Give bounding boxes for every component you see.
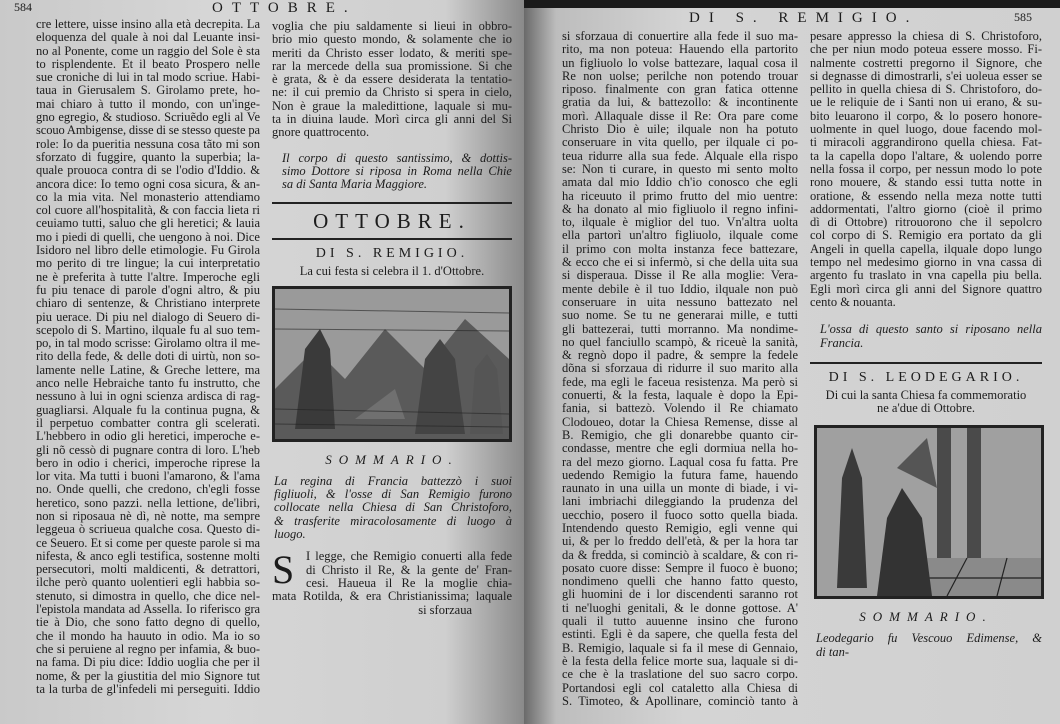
text-line: sforzato di fuggire, quanto la superbia; la- [36,149,260,164]
text-line: rito della fede, & delle doti di uirtù, non so- [36,349,260,364]
text-line: ne a'due di Ottobre. [876,401,976,416]
text-line: che per niun modo poteua essere mosso. Fi- [810,42,1042,57]
text-line: mente debile è il tuo Iddio, ilquale non può [562,281,798,296]
text-line: mai chiaro à tutto il mondo, con un'inge- [36,96,260,111]
text-line: amata dal mio Iddio ch'io conosco che egli [562,175,798,190]
divider [272,238,512,240]
text-line: role: Io da pueritia nessuna cosa tãto mi son [36,136,260,151]
text-line: rito, ma non poteua: Hauendo ella partorito [562,42,798,57]
text-line: B. Remigio, che gli donarebbe quanto cir- [562,427,798,442]
text-line: ilche però quanto uolentieri egli habbia so- [36,575,260,590]
divider [272,202,512,204]
text-line: Re non uolse; perilche non potendo trouar [562,68,798,83]
text-line: che il mondo ha hauuto in odio. Ma io so [36,628,260,643]
text-line: meriti da Christo esser lodato, & meriti spe- [272,45,512,60]
text-line: ta la capella dopo l'altare, & uolendo porre [810,148,1042,163]
text-line: gratia da lui, & battezollo: & incontinente [562,95,798,110]
summary-title: SOMMARIO. [325,451,459,467]
text-block [272,20,512,140]
text-line: no quel fanciullo scampò, & riceuè la sanità, [562,334,798,349]
left-column-1 [36,18,260,696]
page-number: 585 [1014,10,1032,24]
text-line: piu uerace. Di piu nel dialogo di Seuero di- [36,309,260,324]
text-line: posato cuore disse: Sempre il fuoco è buono; [562,560,798,575]
text-line: conseruare in vita quello, per ilquale ci po- [562,135,798,150]
text-line: nella fossa il corpo, per nessun modo lo pote [810,161,1042,176]
text-line: gno egregio, & studioso. Scriuẽdo egli al Ve [36,110,260,125]
text-line: ti miracoli aggrandirono quella chiesa. Fat- [810,135,1042,150]
text-line: ne: il cui premio da Christo si spera in cielo, [272,85,512,100]
text-line: na fama. Di piu dice: Iddio uoglia che per il [36,655,260,670]
text-line: bito leuarono il corpo, & lo posero honore- [810,108,1042,123]
text-line: nessuno à lui in ogni scienza ardisca di rag- [36,389,260,404]
text-line: argento fu traslato in vna capella piu bella. [810,268,1042,283]
text-line: L'hebbero in odio gli heretici, imperoche e- [36,429,260,444]
page-number: 584 [14,0,32,14]
text-line: raunato in una uilla un monte di biade, i vi- [562,481,798,496]
running-head: OTTOBRE. [212,0,357,16]
text-line: simo Dottore si riposa in Roma nella Chie [282,163,512,178]
drop-cap: S [272,547,295,593]
text-line: & ha donato al mio figliuolo il regno infini- [562,201,798,216]
text-line: ancora dice: Io temo ogni cosa sicura, & an- [36,176,260,191]
right-column-1 [562,30,798,708]
text-line: no. Onde quelli, che credono, ch'egli fosse [36,482,260,497]
left-page [0,0,524,724]
text-line: sa di Santa Maria Maggiore. [282,177,428,192]
divider [810,362,1042,364]
woodcut-image [817,428,1041,596]
text-line: La regina di Francia battezzò i suoi [274,473,512,488]
text-line: to risplendente. Et il beato Prospero nelle [36,56,260,71]
feast-line: La cui festa si celebra il 1. d'Ottobre. [299,263,485,278]
feast-line [810,389,1042,416]
text-line: conseruare in uita nessuno battezato nel [562,294,798,309]
text-line: di Christo il Re, & la gente de' Fran- [306,562,512,577]
text-line: uecchio, posero il fuoco sotto quella biada. [562,507,798,522]
summary-title: SOMMARIO. [859,609,993,625]
text-line: ella partorì un'altro figliuolo, ilquale come [562,228,798,243]
text-line: conuerti, & la festa, laquale è dopo la Epi- [562,388,798,403]
text-line: sue croniche di lui in tal modo scriue. Habi- [36,70,260,85]
text-line: gli nõ cessò di pugnare contra di loro. L'heb [36,442,260,457]
text-line: Leodegario fu Vescouo Edimense, & [816,631,1042,646]
text-line: si degnasse di dimostrarli, s'ei uoleua esser se [810,68,1042,83]
text-line: mata Rotilda, & era Christianissima; laquale [272,589,512,604]
text-line: ti ne'luoghi genitali, & le donne gottose. A' [562,600,798,615]
relic-note [272,152,512,192]
woodcut-illustration [814,425,1044,599]
text-line: stenuto, si dimostra in quello, che dice nel- [36,588,260,603]
saint-title: DI S. REMIGIO. [315,245,469,261]
text-line: scouo Ambigense, disse di se stesso queste pa [36,123,260,138]
text-line: nondimeno quelli che hanno fatto questo, [562,574,798,589]
text-line: ta la turba de gl'infedeli mi perseguiti. Iddio [36,681,260,696]
text-line: pesare appresso la chiesa di S. Christoforo, [810,29,1042,43]
text-line: ce che è la traslatione del suo sacro corpo. [562,667,798,682]
text-line: gli huomini de i lor discendenti saranno rot [562,587,798,602]
text-line: B. Remigio, laquale si fa il mese di Gennaio, [562,640,798,655]
text-line: ne è preferita à tutte l'altre. Imperoche egli [36,269,260,284]
text-line: il primo con molta instanza fece battezare, [562,241,798,256]
text-line: mo perito di tre lingue; la cui interpretatio [36,256,260,271]
catchword: si sforzaua [418,602,472,617]
text-line: estinti. Egli è da sapere, che quella festa del [562,627,798,642]
text-line: dì di Ottobre) ritrouorono che il sepolcro [810,215,1042,230]
text-line: quali il tutto auuenne insino che furono [562,614,798,629]
text-line: l'epistola mandata ad Assella. Io riferisco gra [36,602,260,617]
text-line: è la festa della felice morte sua, laquale si di- [562,653,798,668]
text-line: è grata, & è da essere desiderata la tentatio- [272,72,512,87]
text-line: no al Ponente, come un raggio del Sole è sta [36,43,260,58]
text-line: scepolo di S. Martino, ilquale fu al suo tem- [36,322,260,337]
text-line: quale prouoca contra di se l'odio d'Iddio. & [36,163,260,178]
text-line: di tan- [816,644,849,659]
text-line: Clodoueo, dotar la Chiesa Remense, disse al [562,414,798,429]
relic-note [810,323,1042,350]
text-line: po, in tal modo scrisse: Girolamo oltra il me- [36,336,260,351]
text-line: collocate nella Chiesa di San Christoforo, [274,500,512,515]
text-line: heretico, sono pazzi. nella lettione, de'libri, [36,495,260,510]
text-line: ha riceuuto il primo frutto del mio uentre: [562,188,798,203]
text-line: ce Seuero. Et si come per queste parole si ma [36,535,260,550]
text-line: Il corpo di questo santissimo, & dottis- [282,150,512,165]
text-line: si disperaua. Disse il Re alla moglie: Vera- [562,268,798,283]
text-line: rono mouere, & stando essi tutta notte in [810,175,1042,190]
text-line: Egli morì circa gli anni del Signore quattro [810,281,1042,296]
text-line: non si riposaua nè dì, nè notte, ma sempre [36,508,260,523]
text-line: rar la mercede della sua promissione. Si che [272,58,512,73]
summary-text [272,475,512,541]
text-line: & trasferite miracolosamente di luogo à [274,513,512,528]
text-line: ta in diuina laude. Morì circa gli anni del Si [272,112,512,127]
text-line: il perpetuo combatter contra gli scelerati. [36,415,260,430]
text-line: Christo Dio è uile; ilquale non ha potuto [562,122,798,137]
text-line: I legge, che Remigio conuerti alla fede [306,549,512,564]
text-line: da & fredda, si cominciò à scaldare, & con ri- [562,547,798,562]
text-line: col cuore all'hospitalità, & con faccia lieta ri [36,203,260,218]
text-line: & ecco che ei si infermò, si che della uita sua [562,255,798,270]
text-line: tie à Dio, che sono fatto degno di quello, [36,615,260,630]
text-line: Angeli in quella capella, ilquale dopo lungo [810,241,1042,256]
text-line: col corpo di S. Remigio era portato da gli [810,228,1042,243]
text-line: riposo. finalmente con gran fatica ottenne [562,82,798,97]
text-line: cre lettere, uisse insino alla età decrepita. La [36,17,260,31]
text-line: teua ridurre alla sua fede. Alquale ella rispo [562,148,798,163]
text-line: morì. Allaquale disse il Re: Ora pare come [562,108,798,123]
running-head: DI S. REMIGIO. [689,10,919,26]
text-line: anco nelle Hebraiche tanto fu instrutto, che [36,376,260,391]
text-line: bero in odio i cherici, imperoche riprese la [36,455,260,470]
text-line: condasse, mentre che egli dormiua nella ho- [562,441,798,456]
text-line: lani imbriachi dileggiando la prudenza del [562,494,798,509]
right-page [524,8,1060,724]
text-block [810,30,1042,309]
text-line: co la mia vita. Nel monasterio attendiamo [36,189,260,204]
text-line: gli battezerai, tutti morranno. Ma nondime- [562,321,798,336]
text-line: fu piu tenace di parole d'ogni altro, & piu [36,282,260,297]
text-line: uolmente in quel luogo, doue facendo mol- [810,122,1042,137]
text-line: si sforzaua di conuertire alla fede il suo ma- [562,29,798,43]
text-line: & regnò dopo il padre, & sempre la fedele [562,348,798,363]
text-line: lamente nelle Latine, & Greche lettere, ma [36,362,260,377]
text-line: oratione, & essendo nella meza notte tutti [810,188,1042,203]
text-line: taua in Gierusalem S. Girolamo prete, ho- [36,83,260,98]
month-title: OTTOBRE. [313,208,471,233]
text-line: che si peruiene al regno per infamia, & buo- [36,641,260,656]
text-line: luogo. [274,527,306,542]
text-line: figliuoli, & l'osse di San Remigio furono [274,487,512,502]
text-line: voglia che piu saldamente si lieui in obbro- [272,19,512,33]
saint-title: DI S. LEODEGARIO. [828,369,1024,385]
text-line: gnore quattrocento. [272,125,370,140]
text-line: leggeua ò scriueua qualche cosa. Questo di- [36,522,260,537]
text-line: to, ilquale è miglior del tuo. Vn'altra uolta [562,215,798,230]
text-line: addormentati, l'altro giorno (cioè il primo [810,201,1042,216]
text-line: nome, & per la giustitia del mio Signore tut [36,668,260,683]
right-column-2 [810,30,1042,659]
text-line: fede, ma egli le faceua resistenza. Ma però si [562,374,798,389]
text-line: se: Non ti curare, in questo mi sento molto [562,161,798,176]
text-line: Intendendo questo Remigio, egli venne qui [562,520,798,535]
text-line: ue le reliquie de i Santi non ui erano, & su- [810,95,1042,110]
text-line: mo i piedi di quelli, che uengono à noi. Dice [36,229,260,244]
text-line: persecutori, molti maldicenti, & detrattori, [36,562,260,577]
text-line: Francia. [820,335,864,350]
text-line: Portandosi egli col cataletto alla Chiesa di [562,680,798,695]
text-line: lor vita. Ma tutti i buoni l'amarono, & l'ama [36,469,260,484]
text-line: ra del mezo giorno. Laqual cosa fu fatta. Pre [562,454,798,469]
text-line: chiaro di sentenze, & Christiano interprete [36,296,260,311]
text-line: Di cui la santa Chiesa fa commemoratio [825,387,1027,402]
woodcut-image [275,289,509,439]
text-line: dõna si sforzaua di ridurre il suo marito alla [562,361,798,376]
summary-text [810,632,1042,659]
text-line: tempo nel medesimo giorno in vna cassa di [810,255,1042,270]
text-line: eloquenza del quale à noi dal Leuante insi- [36,30,260,45]
text-line: brio mio questo mondo, & solamente che io [272,32,512,47]
body-start [272,547,512,604]
text-line: L'ossa di questo santo si riposano nella [820,322,1042,337]
text-line: nifesta, & anco egli testifica, sostenne molti [36,548,260,563]
text-line: uedendo Remigio la futura fame, hauendo [562,467,798,482]
text-line: guagliarsi. Alquale fu la continua pugna, & [36,402,260,417]
text-line: S. Timoteo, & Apollinare, cominciò tanto à [562,693,798,708]
text-line: fania, si battezò. Volendo il Re chiamato [562,401,798,416]
text-line: pellito in quella chiesa di S. Christoforo, do- [810,82,1042,97]
text-line: Isidoro nel libro delle etimologie. Fu Girola [36,243,260,258]
woodcut-illustration [272,286,512,442]
left-column-2 [272,20,512,617]
text-line: suo nome. Se tu ne generarai mille, e tutti [562,308,798,323]
text-line: un figliuolo lo volse battezare, laqual cosa il [562,55,798,70]
text-line: Non è graue la maledittione, laquale si mu- [272,98,512,113]
text-line: cento & nouanta. [810,294,896,309]
text-line: cesi. Haueua il Re la moglie chia- [306,575,512,590]
text-line: ceuiamo tutti, saluo che gli heretici; & lauia [36,216,260,231]
text-line: ui, & per lo freddo dell'età, & per la hora tar [562,534,798,549]
text-line: nalmente costretti pregorno il Signore, che [810,55,1042,70]
